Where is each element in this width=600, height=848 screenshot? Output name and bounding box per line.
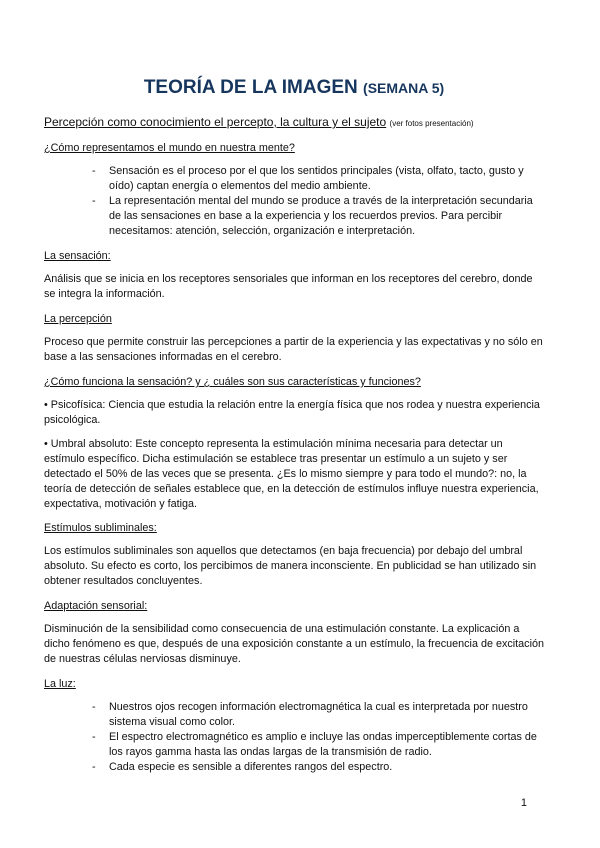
subtitle-note: (ver fotos presentación) [389, 119, 474, 128]
section-heading-sensacion: La sensación: [44, 250, 111, 262]
title-main: TEORÍA DE LA IMAGEN [143, 77, 358, 98]
list-item: - La representación mental del mundo se produce a través de la interpretación secundaria de las sensaciones en base a la experiencia y los recuerdos previos. Para percibir necesitamos: atención, selección, organización e interpretación. [92, 194, 544, 239]
section-heading-adaptacion: Adaptación sensorial: [44, 600, 148, 612]
paragraph-adaptacion: Disminución de la sensibilidad como consecuencia de una estimulación constante. La explicación a dicho fenómeno es que, después de una exposición constante a un estímulo, la frecuencia de excitación de nuestras células nerviosas disminuye. [44, 623, 544, 665]
title-week: (SEMANA 5) [363, 80, 445, 96]
section-heading-percepcion: La percepción [44, 313, 112, 325]
list-item: - Nuestros ojos recogen información electromagnética la cual es interpretada por nuestro sistema visual como color. [92, 700, 544, 730]
page-title [44, 76, 544, 100]
section-heading-subliminales: Estímulos subliminales: [44, 522, 157, 534]
list-item: - Sensación es el proceso por el que los sentidos principales (vista, olfato, tacto, gusto y oído) captan energía o elementos del medio ambiente. [92, 164, 544, 194]
section-heading-luz: La luz: [44, 678, 76, 690]
paragraph-sensacion: Análisis que se inicia en los receptores sensoriales que informan en los receptores del cerebro, donde se integra la información. [44, 273, 533, 300]
paragraph-subliminales: Los estímulos subliminales son aquellos que detectamos (en baja frecuencia) por debajo del umbral absoluto. Su efecto es corto, los percibimos de manera inconsciente. En publicidad se han utilizado sin obtener resultados concluyentes. [44, 545, 537, 587]
section-heading-q2: ¿Cómo funciona la sensación? y ¿ cuáles son sus características y funciones? [44, 376, 421, 388]
page-number: 1 [520, 797, 527, 809]
list-item: - El espectro electromagnético es amplio e incluye las ondas imperceptiblemente cortas de los rayos gamma hasta las ondas largas de la transmisión de radio. [92, 730, 544, 760]
list-item: - Cada especie es sensible a diferentes rangos del espectro. [92, 760, 544, 775]
q1-list [44, 164, 544, 239]
bullet-paragraph: • Umbral absoluto: Este concepto representa la estimulación mínima necesaria para detectar un estímulo específico. Dicha estimulación se establece tras presentar un estímulo a un sujeto y ser detectado el 50% de las veces que se presenta. ¿Es lo mismo siempre y para todo el mundo?: no, la teoría de detección de señales establece que, en la detección de estímulos influye nuestra experiencia, expectativa, motivación y fatiga. [44, 438, 539, 510]
paragraph-percepcion: Proceso que permite construir las percepciones a partir de la experiencia y las expectativas y no sólo en base a las sensaciones informadas en el cerebro. [44, 336, 543, 363]
subtitle [44, 114, 544, 132]
subtitle-text: Percepción como conocimiento el percepto, la cultura y el sujeto [44, 115, 387, 129]
luz-list [44, 700, 544, 775]
bullet-paragraph: • Psicofísica: Ciencia que estudia la relación entre la energía física que nos rodea y nuestra experiencia psicológica. [44, 399, 540, 426]
section-heading-q1: ¿Cómo representamos el mundo en nuestra mente? [44, 142, 295, 154]
